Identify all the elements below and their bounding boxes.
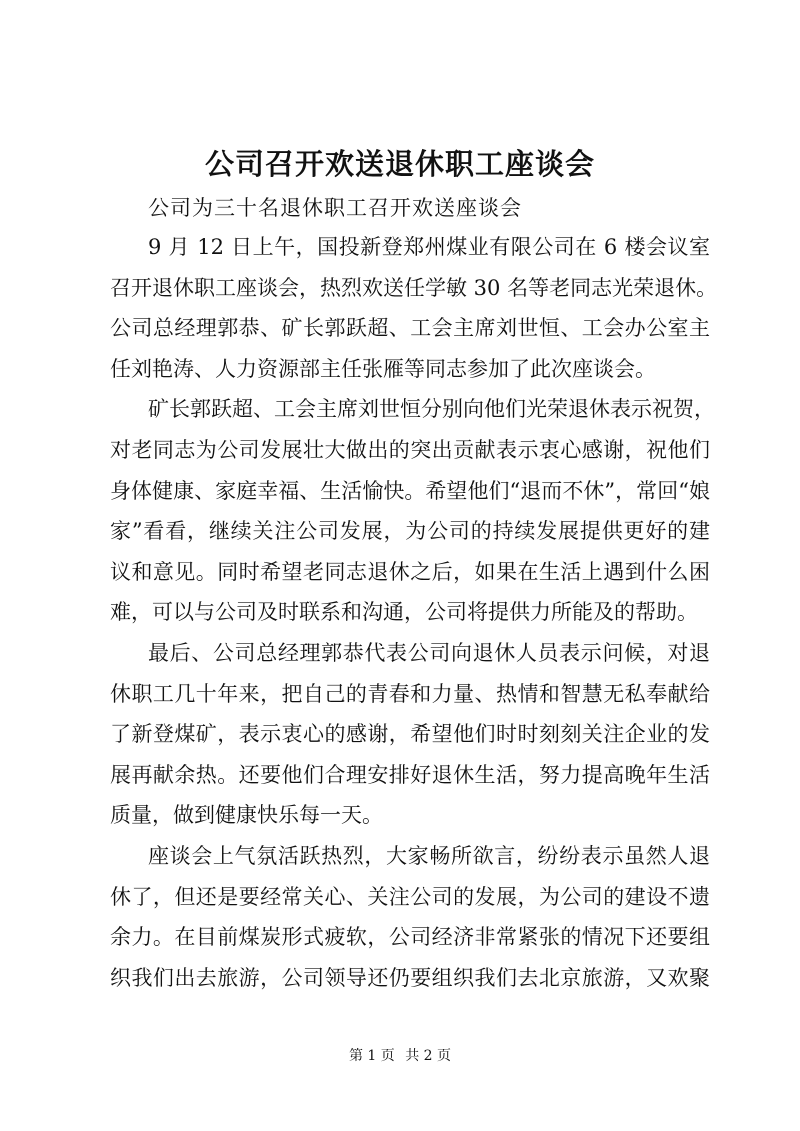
text-line: 了新登煤矿，表示衷心的感谢，希望他们时时刻刻关注企业的发 [110, 722, 710, 747]
text-line: 9 月 12 日上午，国投新登郑州煤业有限公司在 6 楼会议室 [148, 235, 710, 259]
text-line: 召开退休职工座谈会，热烈欢送任学敏 30 名等老同志光荣退休。 [110, 275, 718, 300]
document-body [110, 227, 718, 998]
document-title: 公司召开欢送退休职工座谈会 [204, 147, 595, 181]
page-total: 共 2 页 [405, 1048, 452, 1064]
page-footer [0, 1046, 800, 1066]
text-line: 休职工几十年来，把自己的青春和力量、热情和智慧无私奉献给 [110, 681, 710, 706]
text-line: 议和意见。同时希望老同志退休之后，如果在生活上遇到什么困 [110, 559, 710, 584]
document-subtitle: 公司为三十名退休职工召开欢送座谈会 [148, 196, 522, 220]
paragraph-2 [110, 389, 715, 633]
text-line: 休了，但还是要经常关心、关注公司的发展，为公司的建设不遗 [110, 884, 710, 909]
text-line: 质量，做到健康快乐每一天。 [110, 803, 383, 828]
text-line: 公司总经理郭恭、矿长郭跃超、工会主席刘世恒、工会办公室主 [110, 316, 710, 341]
text-line: 座谈会上气氛活跃热烈，大家畅所欲言，纷纷表示虽然人退 [148, 843, 710, 868]
text-line: 展再献余热。还要他们合理安排好退休生活，努力提高晚年生活 [110, 762, 710, 787]
text-line: 矿长郭跃超、工会主席刘世恒分别向他们光荣退休表示祝贺， [148, 397, 715, 422]
text-line: 织我们出去旅游，公司领导还仍要组织我们去北京旅游，又欢聚 [110, 965, 710, 990]
text-line: 余力。在目前煤炭形式疲软，公司经济非常紧张的情况下还要组 [110, 925, 710, 950]
paragraph-3 [110, 633, 710, 836]
paragraph-1 [110, 227, 718, 389]
text-line: 对老同志为公司发展壮大做出的突出贡献表示衷心感谢，祝他们 [110, 437, 710, 462]
text-line: 最后、公司总经理郭恭代表公司向退休人员表示问候，对退 [148, 640, 710, 665]
text-line: 任刘艳涛、人力资源部主任张雁等同志参加了此次座谈会。 [110, 356, 656, 381]
paragraph-4 [110, 836, 710, 998]
page-number: 第 1 页 [348, 1048, 395, 1064]
text-line: 难，可以与公司及时联系和沟通，公司将提供力所能及的帮助。 [110, 600, 698, 625]
text-line: 身体健康、家庭幸福、生活愉快。希望他们“退而不休”，常回“娘 [110, 478, 710, 503]
text-line: 家”看看，继续关注公司发展，为公司的持续发展提供更好的建 [110, 519, 710, 544]
